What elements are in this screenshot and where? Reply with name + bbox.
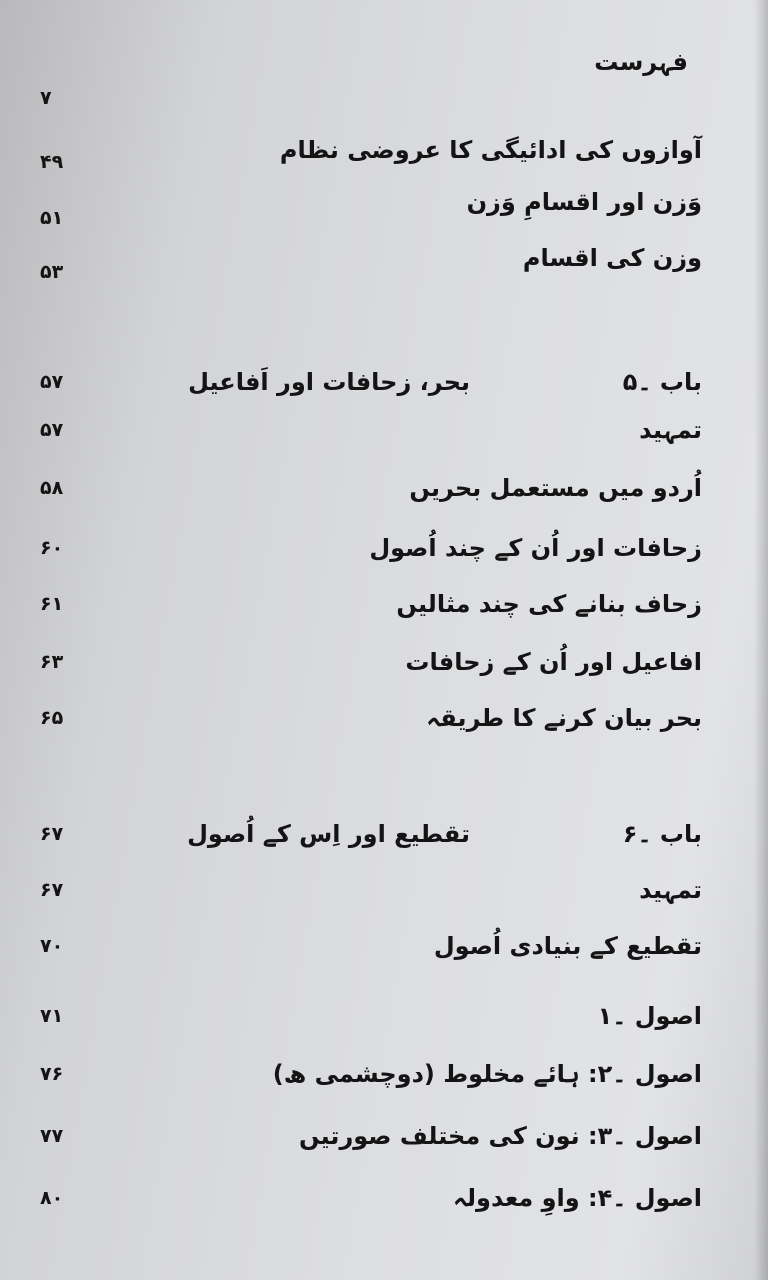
toc-row — [0, 466, 768, 510]
page-number: ۶۳ — [40, 651, 64, 673]
entry-title: تمہید — [639, 416, 702, 444]
entry-title: وَزن اور اقسامِ وَزن — [466, 188, 702, 216]
chapter-title: تقطیع اور اِس کے اُصول — [187, 820, 470, 848]
toc-row — [0, 1176, 768, 1220]
entry-title: تقطیع کے بنیادی اُصول — [433, 932, 702, 960]
toc-row — [0, 140, 768, 184]
entry-title: زحافات اور اُن کے چند اُصول — [369, 534, 702, 562]
page-number: ۴۹ — [40, 151, 64, 173]
page-number: ۷۱ — [40, 1005, 64, 1027]
page-number: ۶۱ — [40, 593, 64, 615]
toc-row — [0, 1114, 768, 1158]
page-number: ۷۷ — [40, 1125, 64, 1147]
toc-row — [0, 696, 768, 740]
page-number: ۶۵ — [40, 707, 64, 729]
toc-row — [0, 196, 768, 240]
entry-title: تمہید — [639, 876, 702, 904]
entry-title: آوازوں کی ادائیگی کا عروضی نظام — [279, 136, 702, 164]
entry-title: اُردو میں مستعمل بحریں — [409, 474, 702, 502]
toc-row — [0, 640, 768, 684]
chapter-page-number: ۵۷ — [40, 371, 64, 393]
toc-row — [0, 526, 768, 570]
toc-row — [0, 868, 768, 912]
entry-title: زحاف بنانے کی چند مثالیں — [396, 590, 702, 618]
page-number: ۷ — [40, 87, 52, 109]
page-number: ۸۰ — [40, 1187, 64, 1209]
entry-title: افاعیل اور اُن کے زحافات — [405, 648, 702, 676]
page-number: ۶۰ — [40, 537, 64, 559]
toc-row — [0, 250, 768, 294]
entry-title: اصول ۔۲: ہائے مخلوط (دوچشمی ھ) — [272, 1060, 702, 1088]
page-number: ۵۳ — [40, 261, 64, 283]
page-number: ۵۱ — [40, 207, 64, 229]
chapter-page-number: ۶۷ — [40, 823, 64, 845]
chapter-title: بحر، زحافات اور اَفاعیل — [188, 368, 470, 396]
chapter-5-row — [0, 360, 768, 404]
page-number: ۵۸ — [40, 477, 64, 499]
toc-row — [0, 582, 768, 626]
entry-title: اصول ۔۱ — [597, 1002, 702, 1030]
toc-row — [0, 408, 768, 452]
entry-title: اصول ۔۳: نون کی مختلف صورتیں — [299, 1122, 702, 1150]
toc-row — [0, 924, 768, 968]
entry-title: وزن کی اقسام — [522, 244, 702, 272]
toc-row — [0, 994, 768, 1038]
contents-heading: فہرست — [594, 48, 688, 76]
page-number: ۷۰ — [40, 935, 64, 957]
entry-title: اصول ۔۴: واوِ معدولہ — [452, 1184, 702, 1212]
chapter-6-row — [0, 812, 768, 856]
page-number: ۵۷ — [40, 419, 64, 441]
toc-row — [0, 1052, 768, 1096]
toc-row — [0, 76, 768, 120]
chapter-label: باب ۔۶ — [622, 820, 702, 848]
entry-title: بحر بیان کرنے کا طریقہ — [426, 704, 702, 732]
page-number: ۷۶ — [40, 1063, 64, 1085]
page-number: ۶۷ — [40, 879, 64, 901]
chapter-label: باب ۔۵ — [622, 368, 702, 396]
